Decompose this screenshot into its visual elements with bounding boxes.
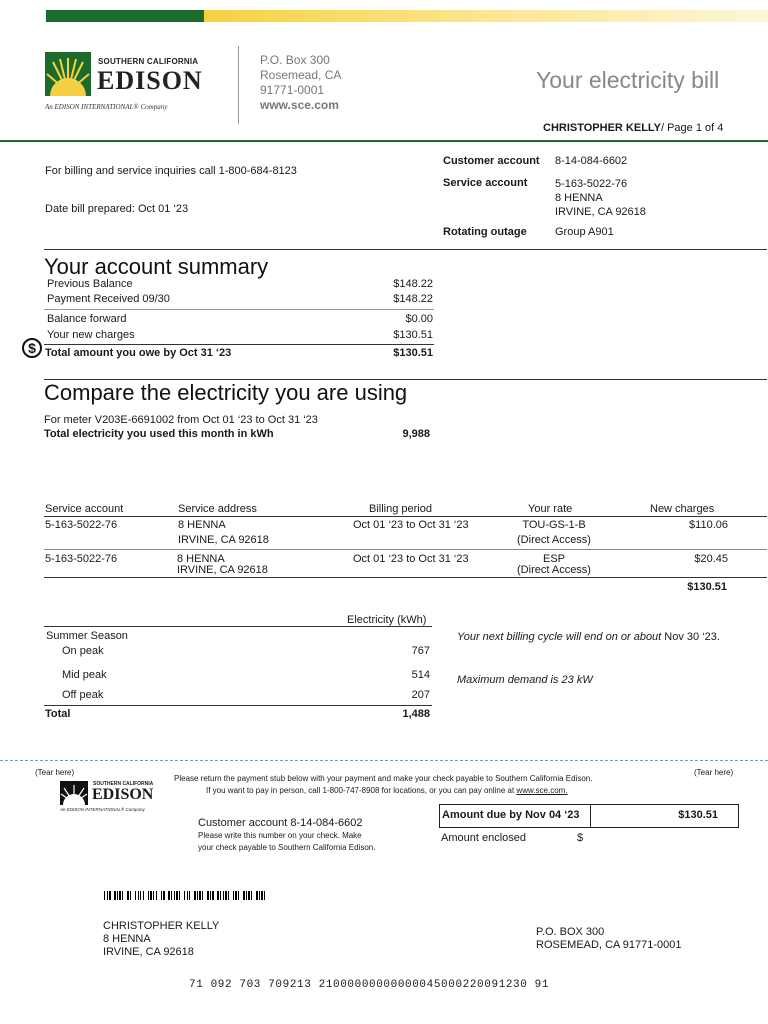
max-demand-note: Maximum demand is 23 kW — [457, 674, 593, 686]
usage-total-row — [45, 708, 430, 720]
row-account: 5-163-5022-76 — [45, 519, 118, 531]
barcode-bar — [187, 891, 188, 900]
usage-header: Electricity (kWh) — [347, 614, 427, 626]
barcode-bar — [161, 891, 162, 900]
scan-line: 71 092 703 709213 21000000000000045000220091230 91 — [189, 979, 550, 991]
row-account: 5-163-5022-76 — [45, 553, 118, 565]
service-account-block — [555, 177, 646, 219]
summary-value: $148.22 — [393, 278, 433, 290]
charges-header-rule — [44, 516, 767, 517]
customer-name: CHRISTOPHER KELLY — [543, 122, 661, 134]
amount-enclosed-label: Amount enclosed — [441, 832, 526, 844]
payer-line: 8 HENNA — [103, 933, 151, 945]
address-line: P.O. Box 300 — [260, 53, 330, 67]
barcode-bar — [251, 891, 252, 900]
usage-row — [62, 669, 430, 681]
rotating-outage-value: Group A901 — [555, 226, 614, 238]
tear-here-left: (Tear here) — [35, 768, 75, 777]
barcode-bar — [156, 891, 157, 900]
customer-account-label: Customer account — [443, 155, 540, 167]
usage-value: 767 — [411, 645, 430, 657]
sun-icon — [45, 52, 91, 96]
website-link[interactable]: www.sce.com — [260, 98, 339, 112]
summary-row — [47, 278, 433, 290]
barcode-bar — [168, 891, 169, 900]
barcode-bar — [228, 891, 229, 900]
amount-enclosed-field[interactable] — [588, 831, 738, 847]
barcode-bar — [254, 891, 255, 900]
amount-due-divider — [590, 805, 591, 827]
charges-total: $130.51 — [687, 581, 727, 593]
barcode-bar — [145, 891, 146, 900]
stub-customer-account: Customer account 8-14-084-6602 — [198, 817, 363, 829]
charges-header-charges: New charges — [650, 503, 715, 515]
barcode-bar — [181, 891, 182, 900]
barcode-bar — [112, 891, 113, 900]
summary-value: $130.51 — [393, 329, 433, 341]
table-row — [44, 519, 728, 549]
postal-barcode — [104, 887, 266, 896]
billing-cycle-text: Your next billing cycle will end on or about — [457, 631, 662, 643]
rotating-outage-label: Rotating outage — [443, 226, 527, 238]
compare-total-value: 9,988 — [402, 428, 430, 440]
barcode-bar — [246, 891, 247, 900]
barcode-bar — [194, 891, 195, 900]
summary-total-rule — [44, 344, 434, 345]
usage-value: 207 — [411, 689, 430, 701]
service-address-line: 8 HENNA — [555, 192, 603, 204]
barcode-bar — [205, 891, 206, 900]
barcode-bar — [109, 891, 110, 900]
sce-logo — [45, 52, 215, 114]
remit-address — [536, 926, 682, 952]
barcode-bar — [153, 891, 154, 900]
summary-row — [47, 293, 433, 305]
usage-label: On peak — [62, 645, 104, 657]
amount-due-value: $130.51 — [678, 809, 718, 821]
top-color-bar — [46, 10, 768, 22]
stub-logo-line2: EDISON — [92, 786, 154, 803]
usage-season: Summer Season — [46, 630, 128, 642]
amount-enclosed-dollar: $ — [577, 832, 584, 844]
usage-total-label: Total — [45, 708, 71, 720]
remit-line: ROSEMEAD, CA 91771-0001 — [536, 939, 682, 951]
barcode-bar — [215, 891, 216, 900]
barcode-bar — [217, 891, 218, 900]
header-divider — [238, 46, 239, 124]
barcode-bar — [238, 891, 239, 900]
row-period: Oct 01 ‘23 to Oct 31 ‘23 — [353, 553, 469, 565]
barcode-bar — [171, 891, 172, 900]
inquiries-text: For billing and service inquiries call 1-800-684-8123 — [45, 165, 297, 177]
barcode-bar — [150, 891, 151, 900]
stub-logo — [60, 779, 170, 813]
company-address — [260, 53, 341, 113]
check-note-line: Please write this number on your check. Make — [198, 831, 362, 840]
dollar-circle-icon: $ — [22, 338, 42, 358]
barcode-bar — [148, 891, 149, 900]
usage-row — [62, 645, 430, 657]
barcode-bar — [197, 891, 198, 900]
row-address-1: 8 HENNA — [177, 553, 225, 565]
usage-row — [62, 689, 430, 701]
barcode-bar — [166, 891, 167, 900]
barcode-bar — [220, 891, 221, 900]
barcode-bar — [163, 891, 164, 900]
billing-cycle-note — [457, 631, 720, 643]
summary-label: Your new charges — [47, 329, 135, 341]
logo-line2: EDISON — [97, 66, 203, 95]
summary-total-row — [45, 347, 433, 359]
summary-value: $0.00 — [405, 313, 433, 325]
barcode-bar — [235, 891, 236, 900]
barcode-bar — [225, 891, 226, 900]
barcode-bar — [176, 891, 177, 900]
charges-total-rule — [44, 577, 767, 578]
stub-check-note — [198, 830, 375, 854]
barcode-bar — [125, 891, 126, 900]
tear-line — [0, 760, 768, 761]
charges-header-period: Billing period — [369, 503, 432, 515]
service-account-label: Service account — [443, 177, 528, 189]
barcode-bar — [130, 891, 131, 900]
barcode-bar — [212, 891, 213, 900]
date-prepared: Date bill prepared: Oct 01 ‘23 — [45, 203, 189, 215]
charges-header-rate: Your rate — [528, 503, 573, 515]
barcode-bar — [143, 891, 144, 900]
barcode-bar — [184, 891, 185, 900]
usage-header-rule — [44, 626, 432, 627]
header-rule — [0, 140, 768, 142]
barcode-bar — [114, 891, 115, 900]
row-rate-2: (Direct Access) — [517, 564, 591, 576]
row-charge: $110.06 — [689, 519, 728, 531]
usage-value: 514 — [411, 669, 430, 681]
bill-title: Your electricity bill — [536, 67, 720, 93]
row-rate-1: TOU-GS-1-B — [522, 519, 586, 531]
barcode-bar — [202, 891, 203, 900]
barcode-bar — [241, 891, 242, 900]
sun-icon — [60, 781, 88, 805]
customer-account-value: 8-14-084-6602 — [555, 155, 628, 167]
barcode-bar — [259, 891, 260, 900]
amount-due-label: Amount due by Nov 04 ‘23 — [442, 809, 580, 821]
row-period: Oct 01 ‘23 to Oct 31 ‘23 — [353, 519, 469, 531]
stub-logo-line1: SOUTHERN CALIFORNIA — [93, 781, 154, 787]
row-rate-1: ESP — [542, 553, 565, 565]
stub-instruction-2 — [206, 786, 568, 795]
charges-header-address: Service address — [178, 503, 257, 515]
payer-line: IRVINE, CA 92618 — [103, 946, 194, 958]
page-info: / Page 1 of 4 — [660, 122, 724, 134]
payer-line: CHRISTOPHER KELLY — [103, 920, 220, 932]
barcode-bar — [179, 891, 180, 900]
barcode-bar — [117, 891, 118, 900]
stub-instruction-text: If you want to pay in person, call 1-800-747-8908 for locations, or you can pay online at — [206, 786, 517, 795]
usage-label: Off peak — [62, 689, 104, 701]
barcode-bar — [233, 891, 234, 900]
summary-label: Payment Received 09/30 — [47, 293, 170, 305]
check-note-line: your check payable to Southern California Edison. — [198, 843, 376, 852]
service-address-line: IRVINE, CA 92618 — [555, 206, 646, 218]
summary-total-label: Total amount you owe by Oct 31 ‘23 — [45, 347, 232, 359]
barcode-bar — [174, 891, 175, 900]
billing-cycle-date: Nov 30 ‘23. — [661, 631, 720, 643]
barcode-bar — [140, 891, 141, 900]
usage-total-rule — [44, 705, 432, 706]
barcode-bar — [132, 891, 133, 900]
address-line: 91771-0001 — [260, 83, 325, 97]
barcode-bar — [210, 891, 211, 900]
row-rate-2: (Direct Access) — [517, 534, 591, 546]
barcode-bar — [119, 891, 120, 900]
barcode-bar — [138, 891, 139, 900]
summary-row — [47, 313, 433, 325]
summary-total-value: $130.51 — [393, 347, 433, 359]
stub-logo-tagline: An EDISON INTERNATIONAL® Company — [60, 807, 145, 812]
logo-line1: SOUTHERN CALIFORNIA — [98, 57, 199, 66]
compare-title: Compare the electricity you are using — [44, 380, 408, 405]
barcode-bar — [122, 891, 123, 900]
barcode-bar — [199, 891, 200, 900]
barcode-bar — [223, 891, 224, 900]
usage-total-value: 1,488 — [402, 708, 430, 720]
barcode-bar — [230, 891, 231, 900]
sce-link[interactable]: www.sce.com. — [516, 786, 568, 795]
summary-divider — [44, 309, 434, 310]
row-address-1: 8 HENNA — [178, 519, 226, 531]
row-address-2: IRVINE, CA 92618 — [177, 564, 268, 576]
address-line: Rosemead, CA — [260, 68, 342, 82]
barcode-bar — [264, 891, 265, 900]
barcode-bar — [104, 891, 105, 900]
summary-title: Your account summary — [44, 254, 269, 279]
summary-label: Previous Balance — [47, 278, 133, 290]
barcode-bar — [127, 891, 128, 900]
usage-label: Mid peak — [62, 669, 107, 681]
tear-here-right: (Tear here) — [694, 768, 734, 777]
remit-line: P.O. BOX 300 — [536, 926, 605, 938]
compare-total-label: Total electricity you used this month in kWh — [44, 428, 274, 440]
section-rule — [44, 249, 767, 250]
barcode-bar — [192, 891, 193, 900]
barcode-bar — [107, 891, 108, 900]
barcode-bar — [189, 891, 190, 900]
charges-row-rule — [44, 549, 767, 550]
barcode-bar — [207, 891, 208, 900]
meter-line: For meter V203E-6691002 from Oct 01 ‘23 to Oct 31 ‘23 — [44, 414, 318, 426]
payer-address — [103, 920, 219, 959]
logo-tagline: An EDISON INTERNATIONAL® Company — [45, 103, 168, 111]
charges-header-account: Service account — [45, 503, 124, 515]
barcode-bar — [256, 891, 257, 900]
service-account-value: 5-163-5022-76 — [555, 178, 628, 190]
row-charge: $20.45 — [694, 553, 728, 565]
row-address-2: IRVINE, CA 92618 — [178, 534, 269, 546]
barcode-bar — [135, 891, 136, 900]
barcode-bar — [261, 891, 262, 900]
customer-page-info — [543, 122, 723, 134]
amount-due-box — [439, 804, 739, 828]
barcode-bar — [248, 891, 249, 900]
barcode-bar — [158, 891, 159, 900]
stub-instruction-1: Please return the payment stub below with your payment and make your check payable to Southern California Edison. — [174, 774, 593, 783]
summary-row — [47, 329, 433, 341]
summary-value: $148.22 — [393, 293, 433, 305]
barcode-bar — [243, 891, 244, 900]
summary-label: Balance forward — [47, 313, 127, 325]
